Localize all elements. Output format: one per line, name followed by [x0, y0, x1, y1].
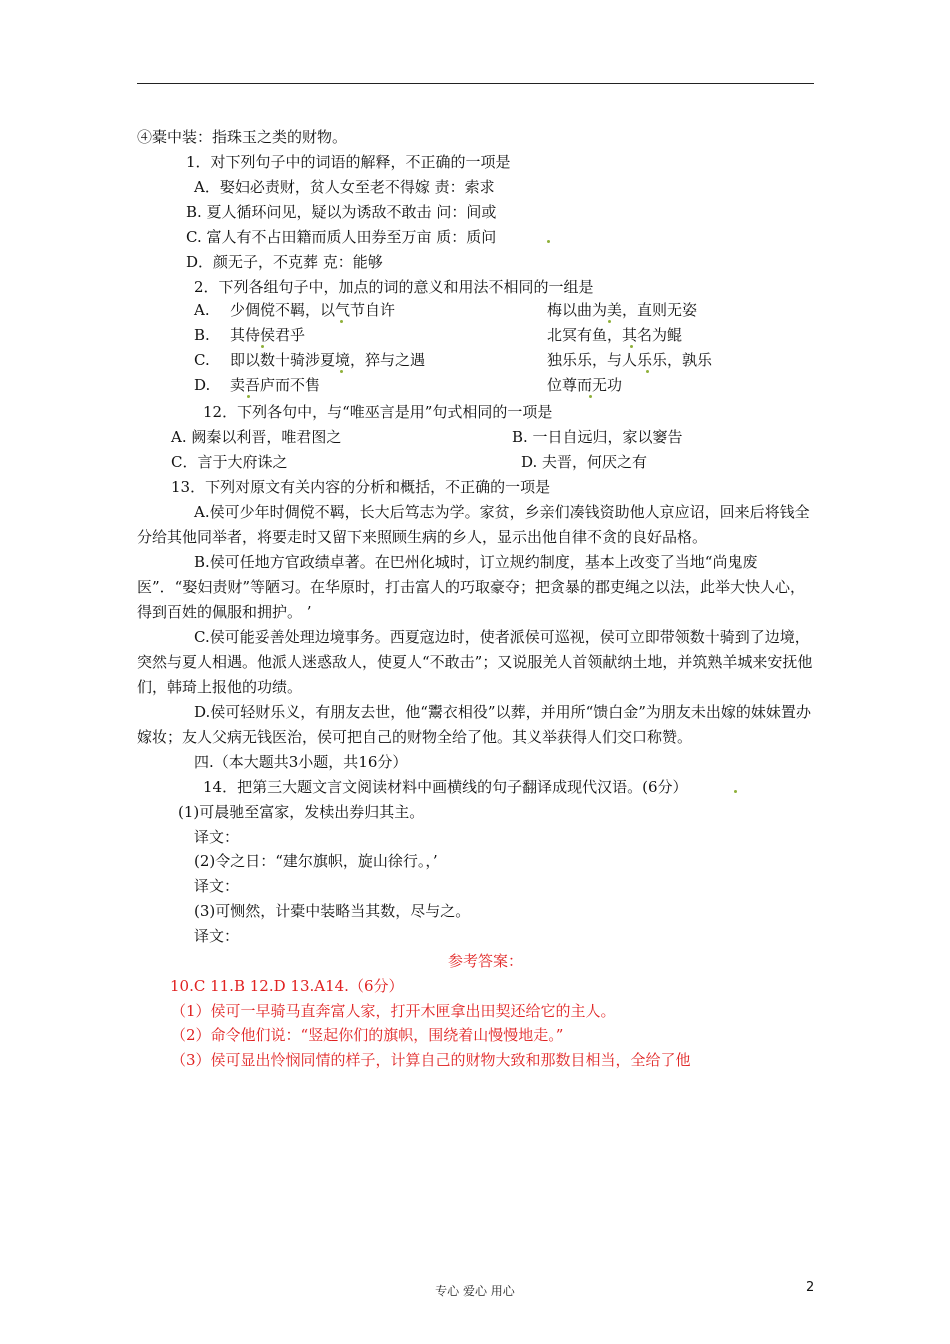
q2-a-left: 少倜傥不羁，以气节自许: [230, 301, 396, 319]
emphasis-dot: [340, 320, 343, 323]
q12-option-a: A. 阙秦以利晋，唯君图之: [171, 428, 342, 446]
answers-line-1: （1）侯可一早骑马直奔富人家，打开木匣拿出田契还给它的主人。: [171, 1002, 616, 1020]
q14-sentence-1: (1)可晨驰至富家，发椟出券归其主。: [178, 803, 425, 821]
q1-option-d: D．颜无子，不克葬 克：能够: [186, 253, 383, 271]
emphasis-dot: [340, 370, 343, 373]
q12-stem: 12．下列各句中，与“唯巫言是用”句式相同的一项是: [203, 403, 553, 421]
q14-translation-2-label: 译文：: [194, 877, 240, 895]
q2-b-label: B.: [194, 326, 210, 344]
q1-option-a: A．娶妇必责财，贫人女至老不得嫁 责：索求: [194, 178, 495, 196]
q2-a-right: 梅以曲为美，直则无姿: [547, 301, 698, 319]
page-number: 2: [806, 1280, 815, 1295]
answers-line-0: 10.C 11.B 12.D 13.A14.（6分）: [170, 977, 404, 995]
q2-a-label: A.: [194, 301, 210, 319]
q14-sentence-2: (2)令之日：“建尔旗帜，旋山徐行。，’: [194, 852, 438, 870]
header-rule: [137, 83, 814, 84]
q2-d-left: 卖吾庐而不售: [230, 376, 321, 394]
answers-title: 参考答案：: [448, 952, 524, 970]
q13-option-a: A.侯可少年时倜傥不羁，长大后笃志为学。家贫，乡亲们凑钱资助他人京应诏，回来后将钱全分给其他同举者，将要走时又留下来照顾生病的乡人，显示出他自律不贪的良好品格。: [137, 503, 810, 546]
q12-option-d: D. 夫晋，何厌之有: [521, 453, 648, 471]
q12-option-c: C．言于大府诛之: [171, 453, 288, 471]
emphasis-dot: [547, 240, 550, 243]
emphasis-dot: [589, 395, 592, 398]
q14-translation-1-label: 译文：: [194, 828, 240, 846]
q14-stem: 14．把第三大题文言文阅读材料中画横线的句子翻译成现代汉语。(6分）: [203, 778, 688, 796]
q2-b-left: 其侍侯君乎: [230, 326, 306, 344]
q2-b-right: 北冥有鱼，其名为鲲: [547, 326, 683, 344]
note-4: ④橐中装：指珠玉之类的财物。: [137, 128, 348, 146]
q13-option-d: D.侯可轻财乐义，有朋友去世，他“鬻衣相役”以葬，并用所“馈白金”为朋友未出嫁的妹妹置办嫁妆；友人父病无钱医治，侯可把自己的财物全给了他。其义举获得人们交口称赞。: [137, 703, 811, 746]
q14-sentence-3: (3)可恻然，计橐中装略当其数，尽与之。: [194, 902, 471, 920]
q1-option-b: B. 夏人循环问见，疑以为诱敌不敢击 问：间或: [186, 203, 497, 221]
q2-c-label: C.: [194, 351, 210, 369]
q1-stem: 1．对下列句子中的词语的解释，不正确的一项是: [186, 153, 511, 171]
q2-d-label: D.: [194, 376, 211, 394]
q13-option-c: C.侯可能妥善处理边境事务。西夏寇边时，使者派侯可巡视，侯可立即带领数十骑到了边境，突然与夏人相遇。他派人迷惑敌人，使夏人“不敢击”；又说服羌人首领献纳土地，并筑熟羊城来安抚他们，韩琦上报他的功绩。: [137, 628, 813, 696]
emphasis-dot: [608, 320, 611, 323]
emphasis-dot: [261, 345, 264, 348]
emphasis-dot: [646, 370, 649, 373]
emphasis-dot: [734, 790, 737, 793]
q13-option-b: B.侯可任地方官政绩卓著。在巴州化城时，订立规约制度，基本上改变了当地“尚鬼废医”．“娶妇责财”等陋习。在华原时，打击富人的巧取豪夺；把贪暴的郡吏绳之以法，此举大快人心，得到百姓的佩服和拥护。 ’: [137, 553, 806, 621]
section-4-heading: 四.（本大题共3小题，共16分）: [194, 753, 408, 771]
q2-stem: 2．下列各组句子中，加点的词的意义和用法不相同的一组是: [194, 278, 594, 296]
q2-d-right: 位尊而无功: [547, 376, 623, 394]
q12-option-b: B. 一日自远归，家以窭告: [512, 428, 683, 446]
q14-translation-3-label: 译文：: [194, 927, 240, 945]
q2-c-left: 即以数十骑涉夏境，猝与之遇: [230, 351, 426, 369]
q1-option-c: C. 富人有不占田籍而质人田券至万亩 质：质问: [186, 228, 497, 246]
q13-stem: 13．下列对原文有关内容的分析和概括，不正确的一项是: [171, 478, 551, 496]
emphasis-dot: [630, 345, 633, 348]
answers-line-2: （2）命令他们说：“竖起你们的旗帜，围绕着山慢慢地走。”: [171, 1026, 564, 1044]
emphasis-dot: [247, 395, 250, 398]
page-footer: 专心 爱心 用心: [435, 1284, 515, 1298]
q2-c-right: 独乐乐，与人乐乐，孰乐: [547, 351, 713, 369]
answers-line-3: （3）侯可显出怜悯同情的样子，计算自己的财物大致和那数目相当，全给了他: [171, 1051, 691, 1069]
